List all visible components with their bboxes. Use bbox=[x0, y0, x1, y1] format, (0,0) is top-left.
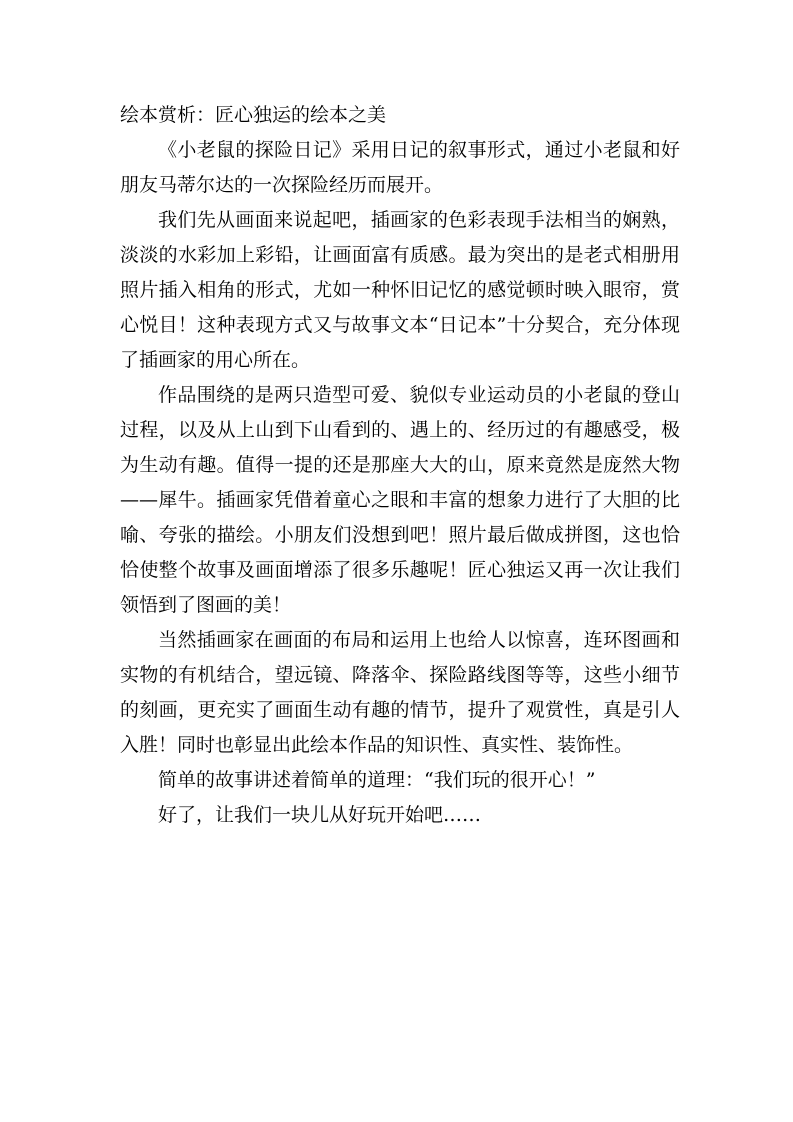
document-title: 绘本赏析：匠心独运的绘本之美 bbox=[120, 104, 387, 126]
paragraph-illustration-style: 我们先从画面来说起吧，插画家的色彩表现手法相当的娴熟，淡淡的水彩加上彩铅，让画面富有质感。最为突出的是老式相册用照片插入相角的形式，尤如一种怀旧记忆的感觉顿时映入眼帘，赏心悦目！这种表现方式又与故事文本“日记本”十分契合，充分体现了插画家的用心所在。 bbox=[120, 209, 680, 371]
paragraph-intro: 《小老鼠的探险日记》采用日记的叙事形式，通过小老鼠和好朋友马蒂尔达的一次探险经历而展开。 bbox=[120, 139, 680, 196]
document-body bbox=[120, 98, 680, 833]
paragraph-simple-truth: 简单的故事讲述着简单的道理：“我们玩的很开心！” bbox=[158, 769, 596, 791]
paragraph-story-content: 作品围绕的是两只造型可爱、貌似专业运动员的小老鼠的登山过程，以及从上山到下山看到的、遇上的、经历过的有趣感受，极为生动有趣。值得一提的还是那座大大的山，原来竟然是庞然大物——犀牛。插画家凭借着童心之眼和丰富的想象力进行了大胆的比喻、夸张的描绘。小朋友们没想到吧！照片最后做成拼图，这也恰恰使整个故事及画面增添了很多乐趣呢！匠心独运又再一次让我们领悟到了图画的美！ bbox=[120, 384, 680, 616]
paragraph-closing: 好了，让我们一块儿从好玩开始吧…… bbox=[158, 804, 482, 826]
paragraph-layout-details: 当然插画家在画面的布局和运用上也给人以惊喜，连环图画和实物的有机结合，望远镜、降落伞、探险路线图等等，这些小细节的刻画，更充实了画面生动有趣的情节，提升了观赏性，真是引人入胜！同时也彰显出此绘本作品的知识性、真实性、装饰性。 bbox=[120, 629, 680, 756]
